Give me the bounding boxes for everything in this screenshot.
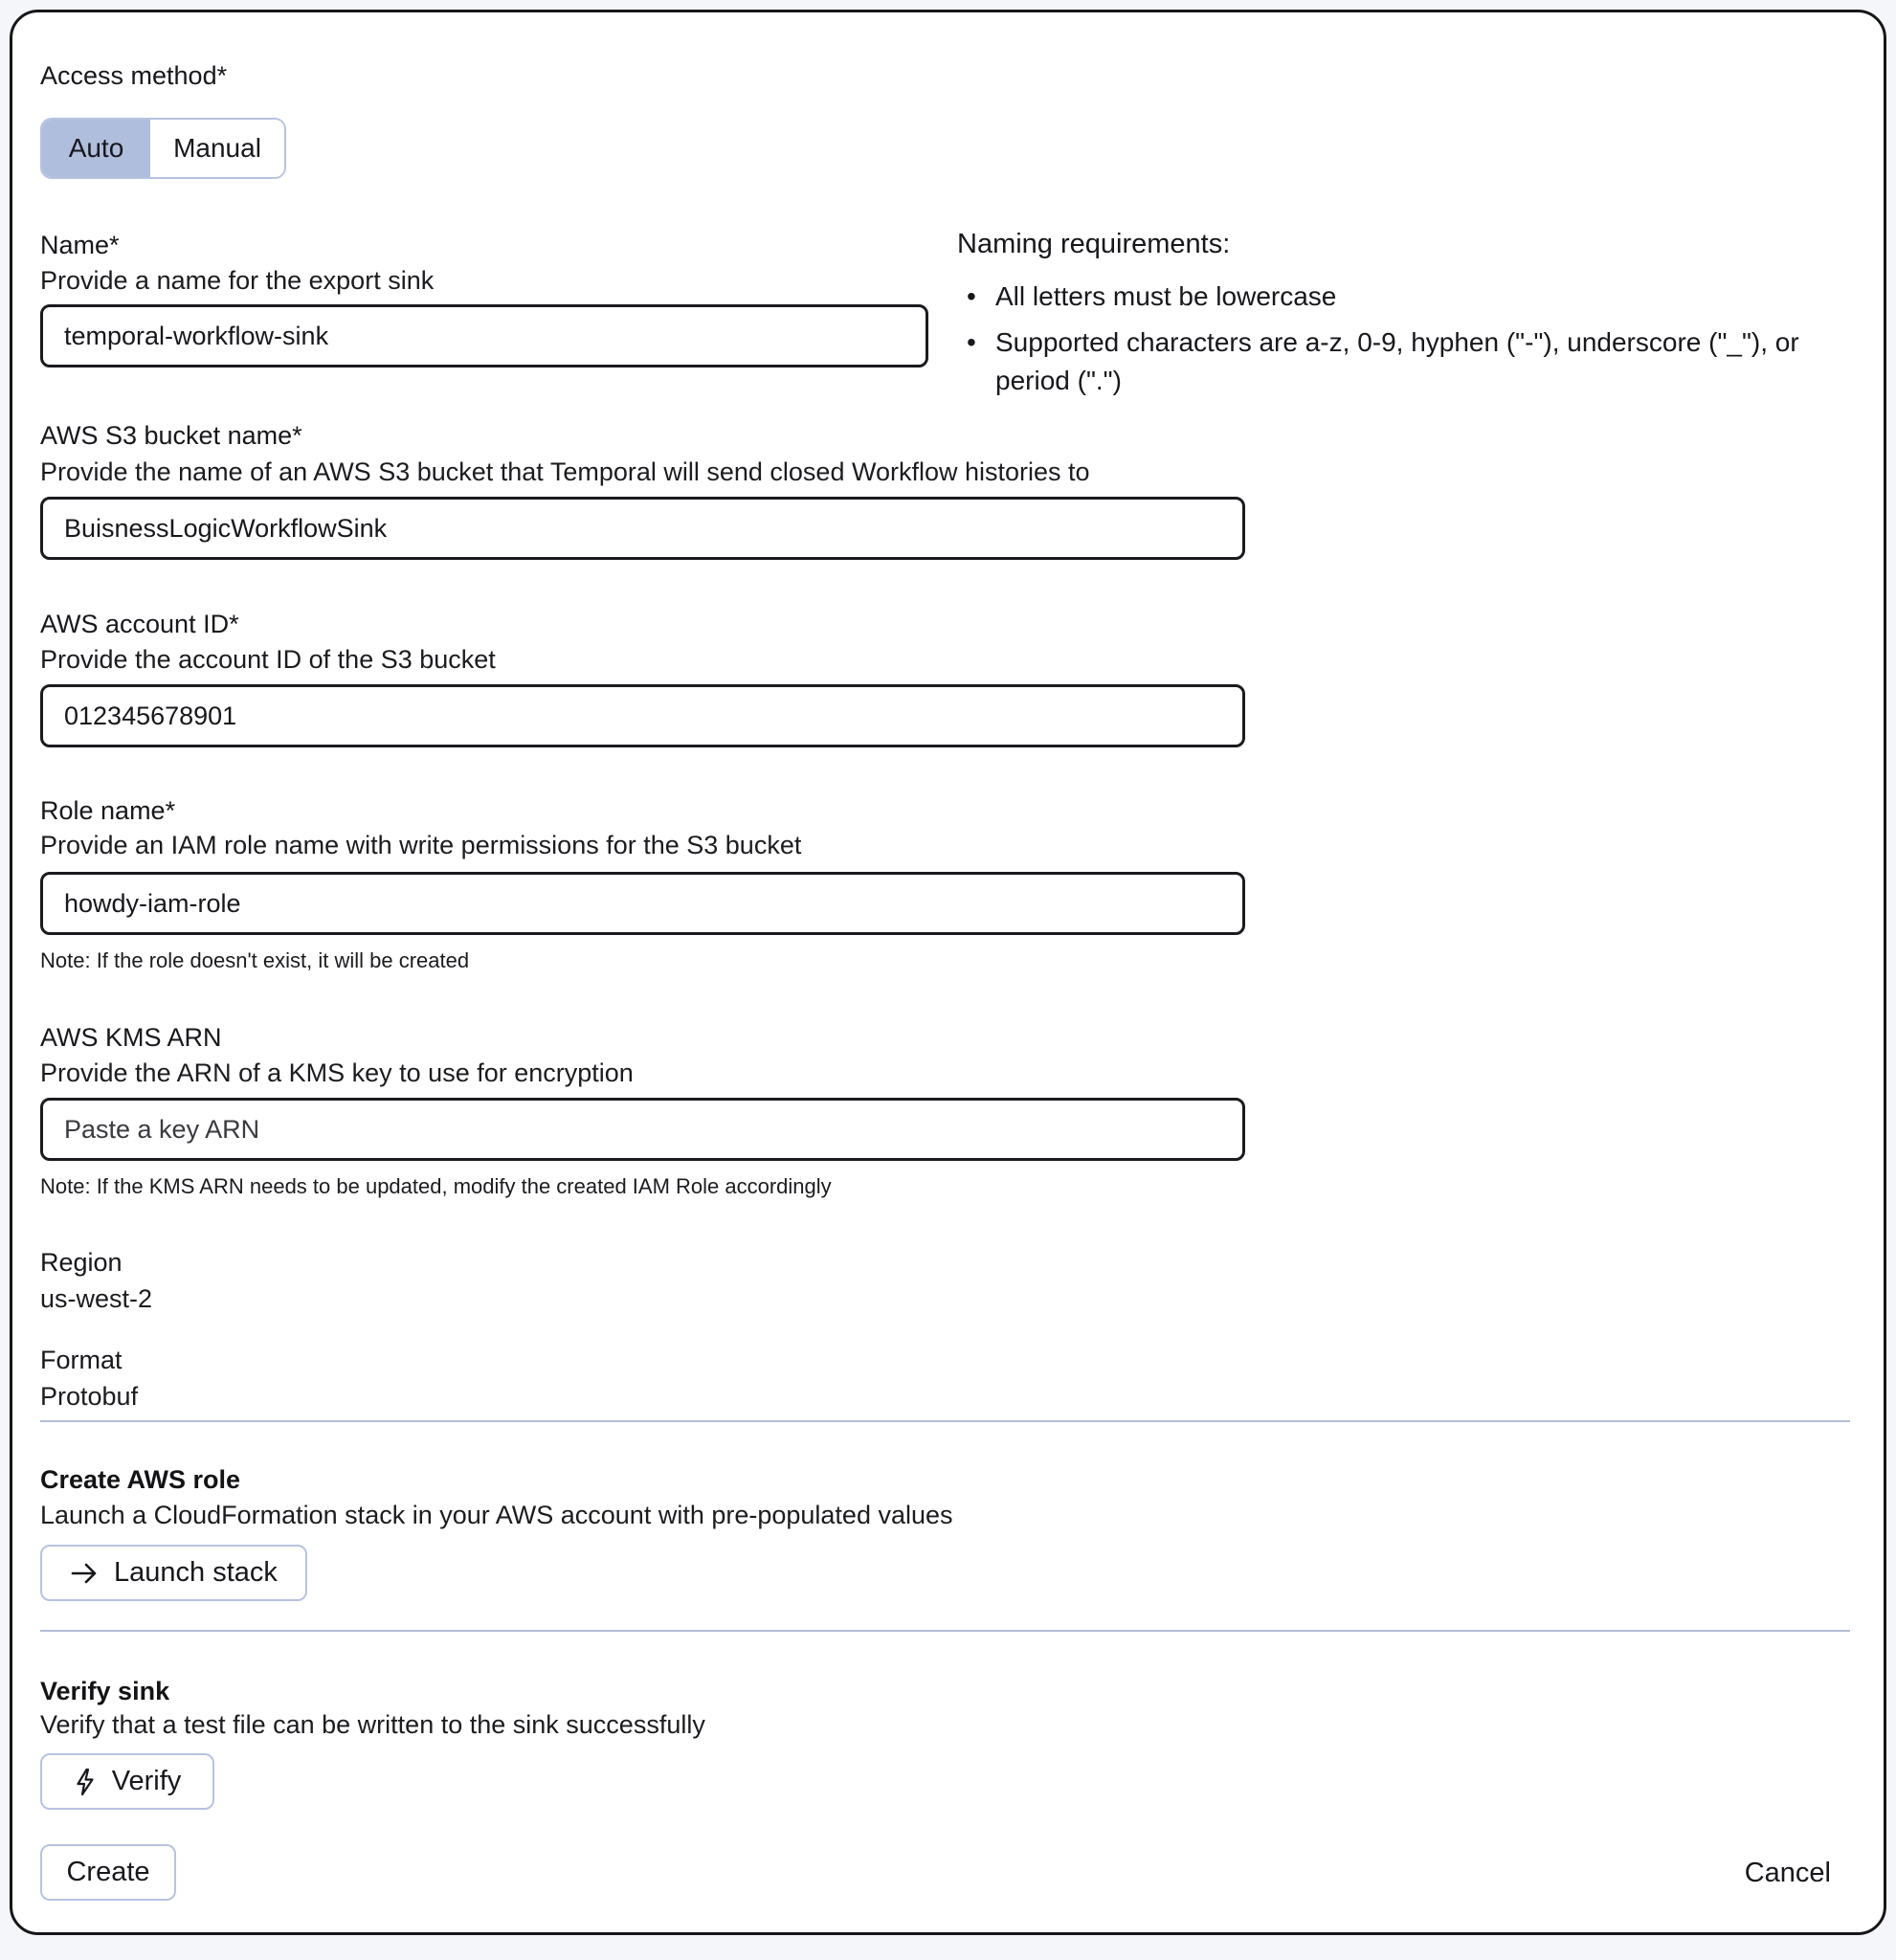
access-method-toggle	[40, 118, 286, 179]
bucket-input[interactable]	[40, 497, 1245, 560]
access-method-option-manual[interactable]: Manual	[150, 120, 284, 177]
section-divider	[40, 1630, 1850, 1632]
create-aws-role-description: Launch a CloudFormation stack in your AWS account with pre-populated values	[40, 1501, 953, 1529]
create-button-label: Create	[66, 1857, 150, 1887]
create-button[interactable]	[40, 1844, 176, 1901]
launch-stack-button[interactable]	[40, 1545, 307, 1601]
bucket-label: AWS S3 bucket name*	[40, 421, 302, 450]
region-label: Region	[40, 1248, 123, 1277]
kms-arn-label: AWS KMS ARN	[40, 1023, 222, 1052]
naming-requirements-title: Naming requirements:	[957, 229, 1231, 259]
kms-arn-description: Provide the ARN of a KMS key to use for encryption	[40, 1058, 634, 1087]
naming-requirements	[957, 226, 1852, 408]
bucket-description: Provide the name of an AWS S3 bucket that Temporal will send closed Workflow histories to	[40, 457, 1090, 486]
access-method-label: Access method*	[40, 61, 228, 90]
verify-button[interactable]	[40, 1753, 214, 1810]
naming-requirements-list	[957, 278, 1852, 400]
role-name-note: Note: If the role doesn't exist, it will be created	[40, 948, 470, 972]
account-id-description: Provide the account ID of the S3 bucket	[40, 645, 496, 674]
format-value: Protobuf	[40, 1382, 139, 1411]
role-name-description: Provide an IAM role name with write permissions for the S3 bucket	[40, 831, 802, 859]
section-divider	[40, 1420, 1850, 1422]
launch-stack-button-label: Launch stack	[114, 1557, 278, 1588]
kms-arn-input[interactable]	[40, 1098, 1245, 1161]
verify-sink-description: Verify that a test file can be written to the sink successfully	[40, 1710, 705, 1739]
account-id-label: AWS account ID*	[40, 610, 239, 638]
role-name-label: Role name*	[40, 796, 176, 825]
name-description: Provide a name for the export sink	[40, 266, 435, 295]
format-label: Format	[40, 1346, 123, 1374]
naming-requirement-item: • All letters must be lowercase	[957, 278, 1852, 316]
create-aws-role-title: Create AWS role	[40, 1465, 241, 1494]
verify-button-label: Verify	[111, 1766, 182, 1796]
export-sink-form-card	[10, 10, 1886, 1935]
lightning-bolt-icon	[74, 1768, 97, 1796]
name-label: Name*	[40, 231, 120, 259]
verify-sink-title: Verify sink	[40, 1677, 170, 1705]
role-name-input[interactable]	[40, 872, 1245, 935]
name-input[interactable]	[40, 304, 928, 368]
kms-arn-note: Note: If the KMS ARN needs to be updated, modify the created IAM Role accordingly	[40, 1174, 832, 1198]
cancel-button[interactable]: Cancel	[1744, 1858, 1831, 1888]
account-id-input[interactable]	[40, 684, 1245, 747]
region-value: us-west-2	[40, 1284, 153, 1313]
arrow-right-icon	[70, 1560, 99, 1587]
access-method-option-auto[interactable]: Auto	[42, 120, 150, 177]
naming-requirement-item: • Supported characters are a-z, 0-9, hyphen ("-"), underscore ("_"), or period (".")	[957, 323, 1852, 400]
